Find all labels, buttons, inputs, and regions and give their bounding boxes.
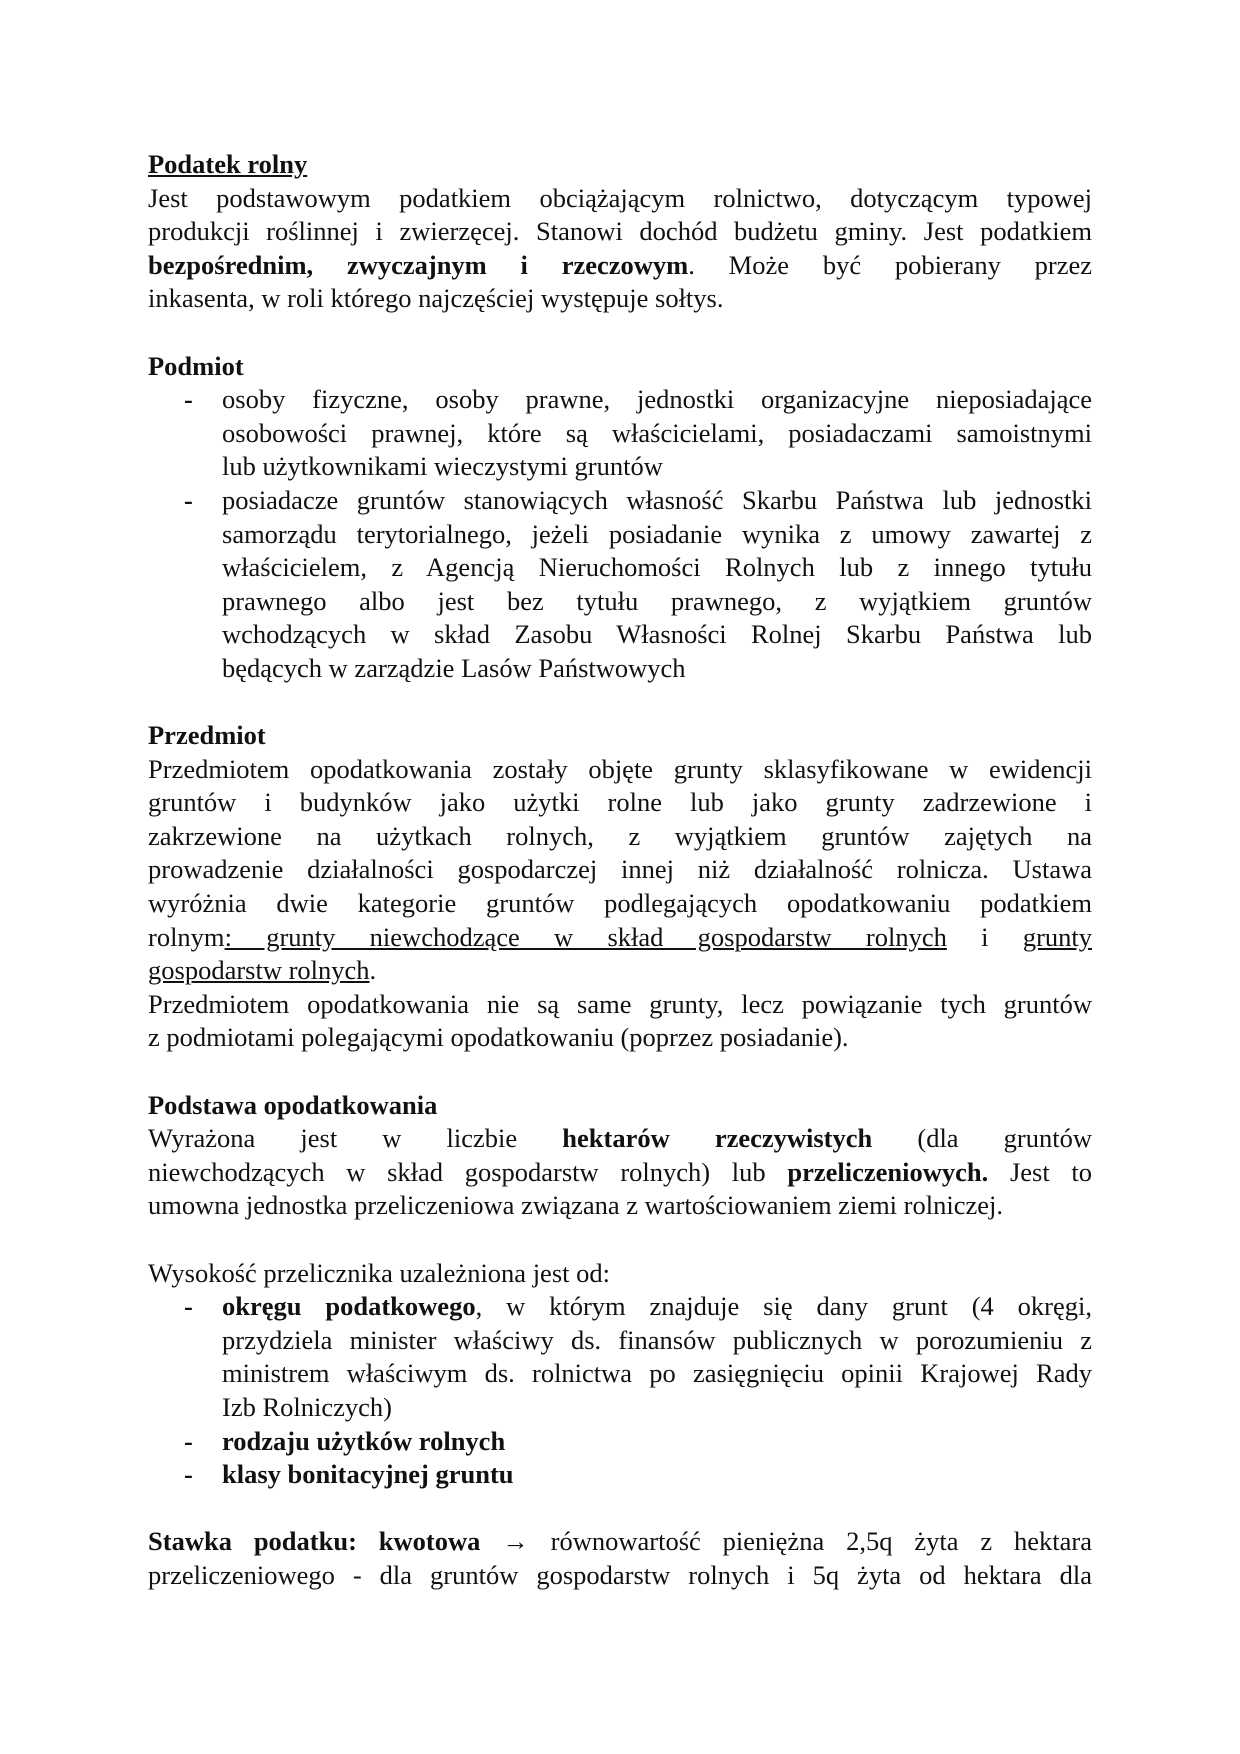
- paragraph: [148, 753, 1092, 1055]
- dash-bullet-icon: -: [184, 384, 193, 415]
- text-run: .: [369, 955, 377, 986]
- text-line: [148, 954, 1092, 988]
- text-line: [148, 1257, 1092, 1291]
- text-run: zakrzewione na użytkach rolnych, z wyjątkiem gruntów zajętych na: [148, 820, 1092, 851]
- text-run: przeliczeniowych.: [787, 1156, 989, 1187]
- list-item: [148, 1425, 1092, 1459]
- text-run: lub użytkownikami wieczystymi gruntów: [222, 451, 663, 482]
- text-run: , w którym znajduje się dany grunt (4 okręgi,: [475, 1291, 1092, 1322]
- text-line: [222, 450, 1092, 484]
- text-line: [148, 988, 1092, 1022]
- text-run: prowadzenie działalności gospodarczej innej niż działalność rolnicza. Ustawa: [148, 854, 1092, 885]
- text-line: [222, 1425, 1092, 1459]
- list-item: [148, 1458, 1092, 1492]
- text-line: [222, 417, 1092, 451]
- section-heading: Podmiot: [148, 350, 244, 381]
- section-heading: Przedmiot: [148, 720, 266, 751]
- text-line: [222, 518, 1092, 552]
- text-run: osobowości prawnej, które są właścicielami, posiadaczami samoistnymi: [222, 417, 1092, 448]
- text-line: [148, 282, 1092, 316]
- text-line: [148, 921, 1092, 955]
- bullet-list: [148, 383, 1092, 685]
- spacer: [148, 1055, 1092, 1089]
- text-line: [148, 753, 1092, 787]
- text-run: Przedmiotem opodatkowania nie są same grunty, lecz powiązanie tych gruntów: [148, 988, 1092, 1019]
- text-run: ministrem właściwym ds. rolnictwa po zasięgnięciu opinii Krajowej Rady: [222, 1358, 1092, 1389]
- text-run: Stawka podatku: kwotowa: [148, 1526, 481, 1557]
- text-run: (dla gruntów: [872, 1123, 1092, 1154]
- paragraph: [148, 1257, 1092, 1291]
- paragraph: [148, 1525, 1092, 1592]
- text-run: gruntów i budynków jako użytki rolne lub jako grunty zadrzewione i: [148, 787, 1092, 818]
- list-item: [148, 383, 1092, 484]
- text-run: Jest podstawowym podatkiem obciążającym rolnictwo, dotyczącym typowej: [148, 182, 1092, 213]
- text-run: gospodarstw rolnych: [148, 955, 370, 986]
- text-run: i: [946, 921, 1023, 952]
- text-line: [222, 1458, 1092, 1492]
- text-run: Izb Rolniczych): [222, 1391, 392, 1422]
- dash-bullet-icon: -: [184, 1291, 193, 1322]
- text-line: [222, 1324, 1092, 1358]
- text-run: wchodzących w skład Zasobu Własności Rolnej Skarbu Państwa lub: [222, 619, 1092, 650]
- spacer: [148, 316, 1092, 350]
- text-line: [148, 215, 1092, 249]
- text-line: [148, 1559, 1092, 1593]
- text-line: [148, 182, 1092, 216]
- text-run: posiadacze gruntów stanowiących własność Skarbu Państwa lub jednostki: [222, 484, 1092, 515]
- paragraph: [148, 182, 1092, 316]
- text-line: [222, 618, 1092, 652]
- text-run: niewchodzących w skład gospodarstw rolnych) lub: [148, 1156, 788, 1187]
- section-heading: Podatek rolny: [148, 149, 308, 179]
- text-run: hektarów rzeczywistych: [562, 1123, 873, 1154]
- text-line: [222, 1357, 1092, 1391]
- text-line: [148, 1156, 1092, 1190]
- text-line: [148, 887, 1092, 921]
- text-line: [148, 1021, 1092, 1055]
- list-item: [148, 484, 1092, 686]
- text-run: samorządu terytorialnego, jeżeli posiadanie wynika z umowy zawartej z: [222, 518, 1092, 549]
- list-item: [148, 1290, 1092, 1424]
- text-run: . Może być pobierany przez: [688, 249, 1092, 280]
- text-line: [222, 652, 1092, 686]
- text-run: przeliczeniowego - dla gruntów gospodarstw rolnych i 5q żyta od hektara dla: [148, 1559, 1092, 1590]
- document-page: [148, 148, 1092, 1593]
- dash-bullet-icon: -: [184, 484, 193, 515]
- text-run: umowna jednostka przeliczeniowa związana z wartościowaniem ziemi rolniczej.: [148, 1190, 1003, 1221]
- text-run: z podmiotami polegającymi opodatkowaniu (poprzez posiadanie).: [148, 1022, 849, 1053]
- spacer: [148, 1492, 1092, 1526]
- text-run: inkasenta, w roli którego najczęściej występuje sołtys.: [148, 283, 724, 314]
- text-run: → równowartość pieniężna 2,5q żyta z hektara: [480, 1526, 1092, 1557]
- text-run: bezpośrednim, zwyczajnym i rzeczowym: [148, 249, 689, 280]
- text-run: klasy bonitacyjnej gruntu: [222, 1459, 514, 1490]
- dash-bullet-icon: -: [184, 1459, 193, 1490]
- text-line: [222, 1391, 1092, 1425]
- text-run: wyróżnia dwie kategorie gruntów podlegających opodatkowaniu podatkiem: [148, 888, 1092, 919]
- text-line: [222, 551, 1092, 585]
- text-line: [148, 786, 1092, 820]
- text-run: rodzaju użytków rolnych: [222, 1425, 506, 1456]
- text-run: rolnym: [148, 921, 225, 952]
- text-line: [148, 820, 1092, 854]
- paragraph: [148, 1122, 1092, 1223]
- text-line: [148, 1122, 1092, 1156]
- dash-bullet-icon: -: [184, 1425, 193, 1456]
- spacer: [148, 1223, 1092, 1257]
- section-heading: Podstawa opodatkowania: [148, 1089, 438, 1120]
- text-line: [148, 249, 1092, 283]
- text-run: osoby fizyczne, osoby prawne, jednostki organizacyjne nieposiadające: [222, 384, 1092, 415]
- text-line: [222, 484, 1092, 518]
- text-run: Przedmiotem opodatkowania zostały objęte grunty sklasyfikowane w ewidencji: [148, 753, 1092, 784]
- text-run: Wysokość przelicznika uzależniona jest od:: [148, 1257, 610, 1288]
- text-line: [148, 1525, 1092, 1559]
- text-run: prawnego albo jest bez tytułu prawnego, z wyjątkiem gruntów: [222, 585, 1092, 616]
- text-run: Wyrażona jest w liczbie: [148, 1123, 563, 1154]
- text-run: produkcji roślinnej i zwierzęcej. Stanowi dochód budżetu gminy. Jest podatkiem: [148, 216, 1092, 247]
- spacer: [148, 686, 1092, 720]
- text-run: przydziela minister właściwy ds. finansów publicznych w porozumieniu z: [222, 1324, 1092, 1355]
- text-run: okręgu podatkowego: [222, 1291, 476, 1322]
- text-line: [222, 585, 1092, 619]
- text-run: Jest to: [988, 1156, 1092, 1187]
- text-line: [148, 1189, 1092, 1223]
- text-line: [148, 853, 1092, 887]
- text-run: grunty: [1022, 921, 1092, 952]
- text-run: właścicielem, z Agencją Nieruchomości Rolnych lub z innego tytułu: [222, 552, 1092, 583]
- bullet-list: [148, 1290, 1092, 1492]
- text-line: [222, 1290, 1092, 1324]
- text-line: [222, 383, 1092, 417]
- text-run: będących w zarządzie Lasów Państwowych: [222, 652, 686, 683]
- text-run: : grunty niewchodzące w skład gospodarstw rolnych: [224, 921, 947, 952]
